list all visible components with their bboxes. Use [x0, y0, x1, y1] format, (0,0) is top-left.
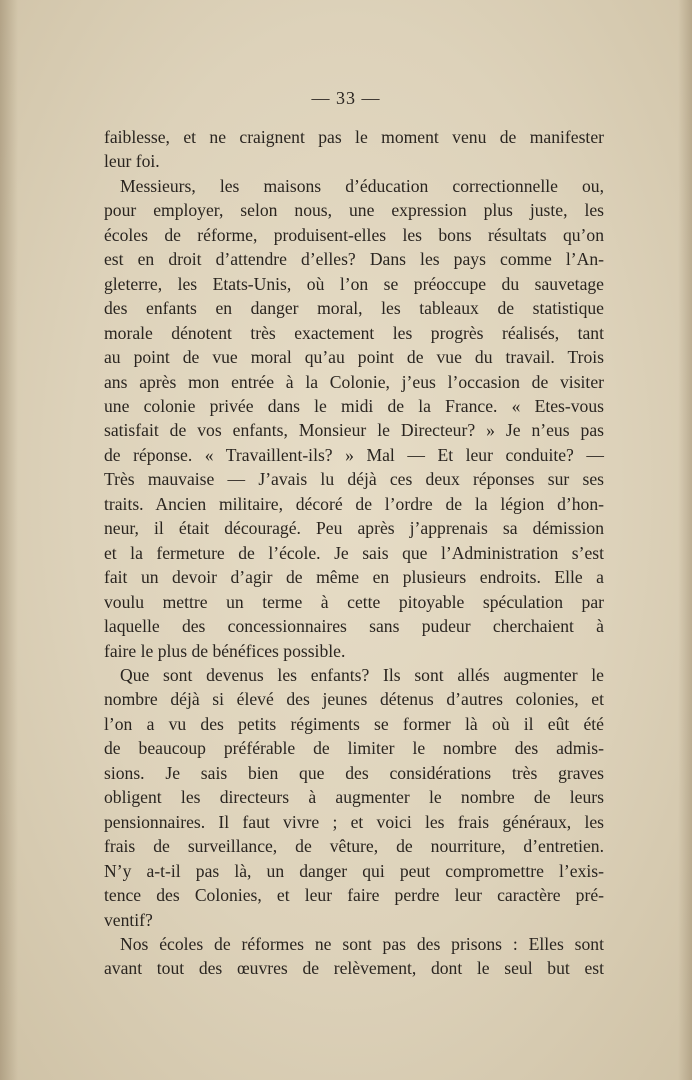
text-line: une colonie privée dans le midi de la France. « Etes-vous: [104, 395, 604, 416]
text-line: écoles de réforme, produisent-elles les bons résultats qu’on: [104, 224, 604, 245]
text-line: tence des Colonies, et leur faire perdre leur caractère pré-: [104, 885, 604, 906]
text-line: frais de surveillance, de vêture, de nourriture, d’entretien.: [104, 836, 604, 857]
text-line: des enfants en danger moral, les tableaux de statistique: [104, 298, 604, 319]
text-line: faiblesse, et ne craignent pas le moment venu de manifester: [104, 127, 604, 147]
text-line: ans après mon entrée à la Colonie, j’eus l’occasion de visiter: [104, 371, 604, 392]
text-line: de beaucoup préférable de limiter le nombre des admis-: [104, 738, 604, 759]
text-line: Que sont devenus les enfants? Ils sont allés augmenter le: [120, 664, 604, 685]
text-line: leur foi.: [104, 151, 160, 172]
text-line: pour employer, selon nous, une expression plus juste, les: [104, 200, 604, 221]
page-edge-shadow-left: [0, 0, 18, 1080]
text-line: l’on a vu des petits régiments se former là où il eût été: [104, 713, 604, 734]
text-line: Messieurs, les maisons d’éducation correctionnelle ou,: [120, 175, 604, 196]
text-line: laquelle des concessionnaires sans pudeur cherchaient à: [104, 616, 604, 637]
text-line: est en droit d’attendre d’elles? Dans les pays comme l’An-: [104, 249, 604, 270]
text-line: avant tout des œuvres de relèvement, dont le seul but est: [104, 958, 604, 979]
text-line: ventif?: [104, 909, 153, 930]
text-line: sions. Je sais bien que des considérations très graves: [104, 762, 604, 783]
text-line: gleterre, les Etats-Unis, où l’on se préoccupe du sauvetage: [104, 273, 604, 294]
text-line: morale dénotent très exactement les progrès réalisés, tant: [104, 322, 604, 343]
text-line: nombre déjà si élevé des jeunes détenus d’autres colonies, et: [104, 689, 604, 710]
text-line: pensionnaires. Il faut vivre ; et voici les frais généraux, les: [104, 811, 604, 832]
text-line: au point de vue moral qu’au point de vue du travail. Trois: [104, 347, 604, 368]
page-number: — 33 —: [311, 88, 381, 108]
text-line: de réponse. « Travaillent-ils? » Mal — Et leur conduite? —: [104, 444, 604, 465]
text-line: fait un devoir d’agir de même en plusieurs endroits. Elle a: [104, 567, 604, 588]
text-line: neur, il était découragé. Peu après j’apprenais sa démission: [104, 518, 604, 539]
text-line: satisfait de vos enfants, Monsieur le Directeur? » Je n’eus pas: [104, 420, 604, 441]
text-line: et la fermeture de l’école. Je sais que l’Administration s’est: [104, 542, 604, 563]
text-line: N’y a-t-il pas là, un danger qui peut compromettre l’exis-: [104, 860, 604, 881]
text-line: Nos écoles de réformes ne sont pas des prisons : Elles sont: [120, 933, 604, 954]
body-text: [104, 125, 604, 981]
text-line: faire le plus de bénéfices possible.: [104, 640, 346, 661]
text-line: obligent les directeurs à augmenter le nombre de leurs: [104, 787, 604, 808]
text-line: traits. Ancien militaire, décoré de l’ordre de la légion d’hon-: [104, 493, 604, 514]
text-line: voulu mettre un terme à cette pitoyable spéculation par: [104, 591, 604, 612]
text-line: Très mauvaise — J’avais lu déjà ces deux réponses sur ses: [104, 469, 604, 490]
page-edge-shadow-right: [678, 0, 692, 1080]
